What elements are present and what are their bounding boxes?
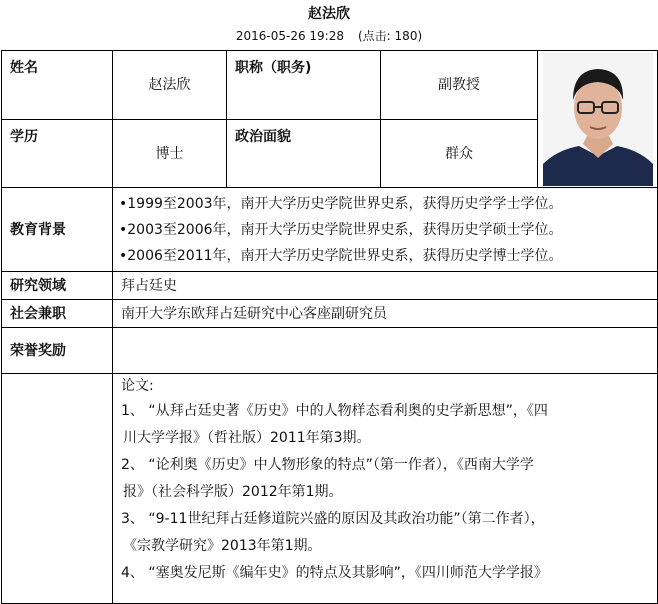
social-label: 社会兼职 [2,300,113,328]
paper-line: 报》（社会科学版）2012年第1期。 [123,484,343,500]
clicks-label: (点击: [357,29,391,43]
degree-label: 学历 [2,120,113,188]
papers-heading: 论文: [121,378,154,394]
education-item: •1999至2003年，南开大学历史学院世界史系，获得历史学学士学位。 [119,196,563,212]
title-label: 职称（职务) [227,51,381,120]
political-cell [381,120,538,188]
political-label: 政治面貌 [227,120,381,188]
papers-label-cell [2,374,113,604]
paper-line: 川大学学报》（哲社版）2011年第3期。 [123,430,371,446]
paper-line: 2、 “论利奥《历史》中人物形象的特点”（第一作者），《西南大学学 [121,457,534,473]
name-value: 赵法欣 [148,77,191,93]
paper-line: 《宗教学研究》2013年第1期。 [123,538,322,554]
post-datetime: 2016-05-26 19:28 [235,29,344,43]
clicks-count: 180) [394,29,423,43]
education-label: 教育背景 [2,188,113,272]
profile-table [1,50,658,604]
title-cell [381,51,538,120]
honors-cell [113,328,658,374]
honors-label: 荣誉奖励 [2,328,113,374]
paper-line: 4、 “塞奥发尼斯《编年史》的特点及其影响”，《四川师范大学学报》 [121,565,548,581]
table-row [2,300,658,328]
research-cell [113,272,658,300]
name-label: 姓名 [2,51,113,120]
post-meta [0,28,658,44]
papers-cell [113,374,658,604]
title-value: 副教授 [438,77,480,93]
table-row [2,51,658,120]
research-value: 拜占廷史 [121,277,177,294]
table-row [2,272,658,300]
paper-line: 3、 “9-11世纪拜占廷修道院兴盛的原因及其政治功能”（第二作者）， [121,511,545,527]
social-cell [113,300,658,328]
degree-value: 博士 [155,146,184,162]
education-item: •2003至2006年，南开大学历史学院世界史系，获得历史学硕士学位。 [119,222,563,238]
education-item: •2006至2011年，南开大学历史学院世界史系，获得历史学博士学位。 [119,248,563,264]
social-value: 南开大学东欧拜占廷研究中心客座副研究员 [121,305,387,322]
photo-cell [538,51,658,188]
portrait-photo [543,52,653,186]
page-title: 赵法欣 [308,6,350,22]
table-row [2,188,658,272]
table-row [2,328,658,374]
table-row [2,374,658,604]
paper-line: 1、 “从拜占廷史著《历史》中的人物样态看利奥的史学新思想”，《四 [121,403,548,419]
research-label: 研究领域 [2,272,113,300]
political-value: 群众 [445,146,473,162]
name-cell [113,51,227,120]
education-cell [113,188,658,272]
degree-cell [113,120,227,188]
